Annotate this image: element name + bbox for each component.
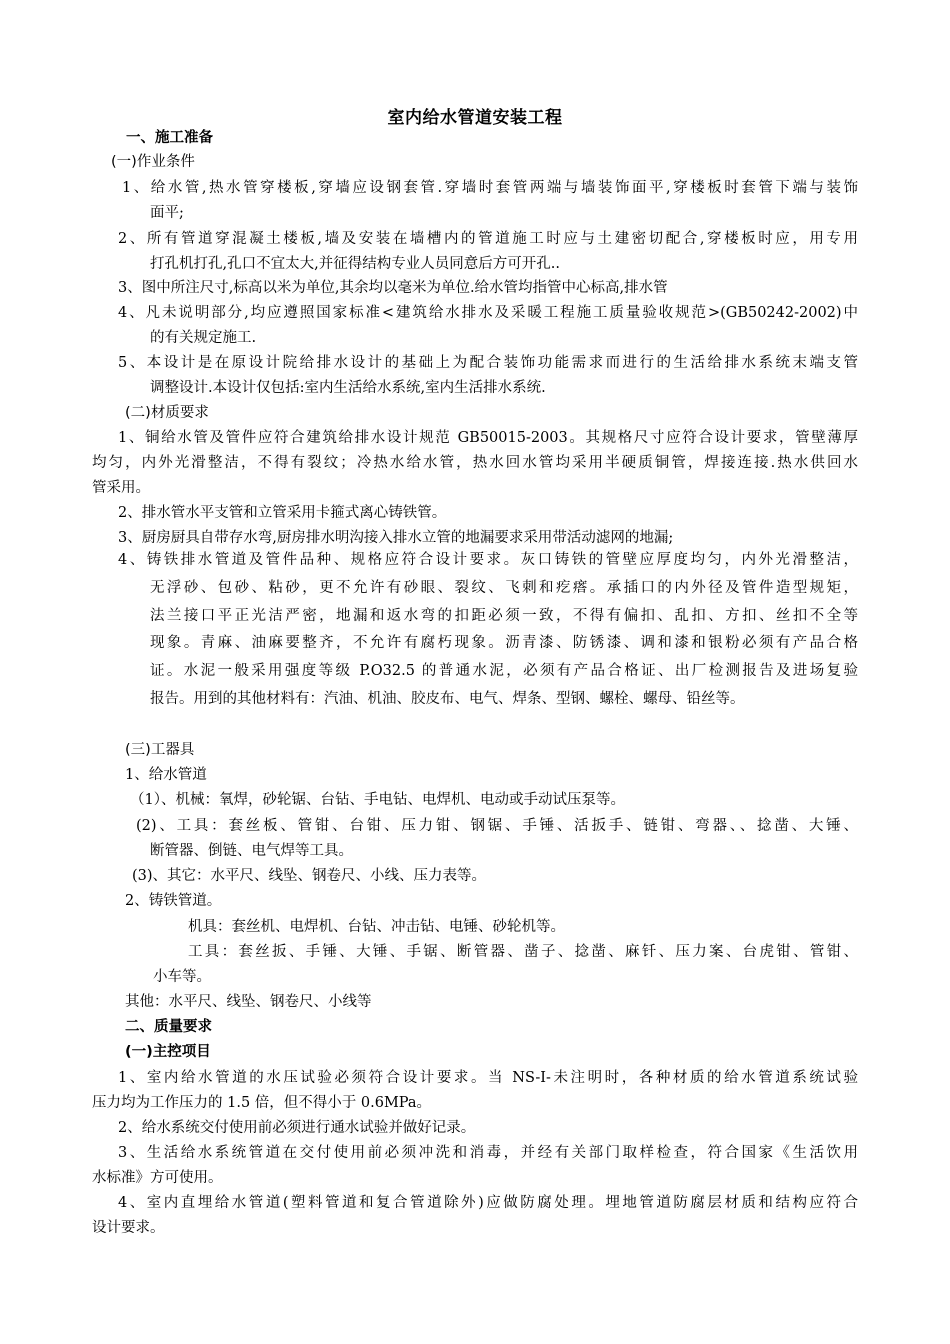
- paragraph-line: 其他：水平尺、线坠、钢卷尺、小线等: [125, 994, 372, 1010]
- paragraph-line: 无浮砂、包砂、粘砂，更不允许有砂眼、裂纹、飞刺和疙瘩。承插口的内外径及管件造型规矩，: [150, 580, 858, 596]
- paragraph-line: 均匀，内外光滑整洁，不得有裂纹；冷热水给水管，热水回水管均采用半硬质铜管，焊接连接.热水供回水: [92, 455, 858, 471]
- subsection-2-heading: (二)材质要求: [125, 405, 209, 421]
- paragraph-line: 3、生活给水系统管道在交付使用前必须冲洗和消毒，并经有关部门取样检查，符合国家《生活饮用: [118, 1145, 858, 1161]
- paragraph-line: 的有关规定施工.: [150, 330, 257, 346]
- section-1-heading: 一、施工准备: [126, 130, 213, 146]
- paragraph-line: 3、图中所注尺寸,标高以米为单位,其余均以毫米为单位.给水管均指管中心标高,排水管: [118, 280, 668, 296]
- paragraph-line: 1、给水管道: [125, 767, 207, 783]
- paragraph-line: 2、排水管水平支管和立管采用卡箍式离心铸铁管。: [118, 505, 447, 521]
- paragraph-line: 机具：套丝机、电焊机、台钻、冲击钻、电锤、砂轮机等。: [188, 919, 565, 935]
- paragraph-line: 水标准》方可使用。: [92, 1170, 223, 1186]
- paragraph-line: 1、给水管,热水管穿楼板,穿墙应设钢套管.穿墙时套管两端与墙装饰面平,穿楼板时套管下端与装饰: [122, 180, 858, 196]
- paragraph-line: 面平;: [150, 205, 184, 221]
- paragraph-line: (3)、其它：水平尺、线坠、钢卷尺、小线、压力表等。: [132, 868, 487, 884]
- paragraph-line: 压力均为工作压力的 1.5 倍，但不得小于 0.6MPa。: [92, 1095, 432, 1111]
- paragraph-line: 2、给水系统交付使用前必须进行通水试验并做好记录。: [118, 1120, 476, 1136]
- paragraph-line: 4、室内直埋给水管道(塑料管道和复合管道除外)应做防腐处理。埋地管道防腐层材质和结构应符合: [118, 1195, 858, 1211]
- document-title: 室内给水管道安装工程: [387, 108, 563, 128]
- paragraph-line: 断管器、倒链、电气焊等工具。: [150, 843, 353, 859]
- paragraph-line: （1）、机械：氧焊，砂轮锯、台钻、手电钻、电焊机、电动或手动试压泵等。: [130, 792, 625, 808]
- paragraph-line: 打孔机打孔,孔口不宜太大,并征得结构专业人员同意后方可开孔..: [150, 256, 560, 272]
- paragraph-line: 法兰接口平正光洁严密，地漏和返水弯的扣距必须一致，不得有偏扣、乱扣、方扣、丝扣不全等: [150, 608, 858, 624]
- paragraph-line: 管采用。: [92, 480, 150, 496]
- paragraph-line: 调整设计.本设计仅包括:室内生活给水系统,室内生活排水系统.: [150, 380, 546, 396]
- paragraph-line: 4、凡未说明部分,均应遵照国家标准<建筑给水排水及采暖工程施工质量验收规范>(GB50242-2002)中: [118, 305, 858, 321]
- paragraph-line: 1、室内给水管道的水压试验必须符合设计要求。当 NS-I-未注明时，各种材质的给水管道系统试验: [118, 1070, 858, 1086]
- paragraph-line: (2)、工具：套丝板、管钳、台钳、压力钳、钢锯、手锤、活扳手、链钳、弯器、、捻凿、大锤、: [136, 818, 858, 834]
- paragraph-line: 设计要求。: [92, 1220, 165, 1236]
- paragraph-line: 报告。用到的其他材料有：汽油、机油、胶皮布、电气、焊条、型钢、螺栓、螺母、铅丝等。: [150, 691, 745, 707]
- subsection-heading: (一)主控项目: [125, 1044, 211, 1060]
- paragraph-line: 4、铸铁排水管道及管件品种、规格应符合设计要求。灰口铸铁的管壁应厚度均匀，内外光滑整洁，: [118, 552, 858, 568]
- paragraph-line: 5、本设计是在原设计院给排水设计的基础上为配合装饰功能需求而进行的生活给排水系统末端支管: [118, 355, 858, 371]
- paragraph-line: 3、厨房厨具自带存水弯,厨房排水明沟接入排水立管的地漏要求采用带活动滤网的地漏;: [118, 530, 674, 546]
- paragraph-line: 工具：套丝扳、手锤、大锤、手锯、断管器、凿子、捻凿、麻钎、压力案、台虎钳、管钳、: [188, 944, 858, 960]
- paragraph-line: 小车等。: [153, 969, 211, 985]
- paragraph-line: 2、所有管道穿混凝土楼板,墙及安装在墙槽内的管道施工时应与土建密切配合,穿楼板时应，用专用: [118, 231, 858, 247]
- subsection-3-heading: (三)工器具: [125, 742, 195, 758]
- section-2-heading: 二、质量要求: [125, 1019, 212, 1035]
- paragraph-line: 证。水泥一般采用强度等级 P.O32.5 的普通水泥，必须有产品合格证、出厂检测报告及进场复验: [150, 663, 858, 679]
- paragraph-line: 2、铸铁管道。: [125, 893, 222, 909]
- paragraph-line: 1、铜给水管及管件应符合建筑给排水设计规范 GB50015-2003。其规格尺寸应符合设计要求，管壁薄厚: [118, 430, 858, 446]
- paragraph-line: 现象。青麻、油麻要整齐，不允许有腐朽现象。沥青漆、防锈漆、调和漆和银粉必须有产品合格: [150, 635, 858, 651]
- subsection-1-heading: (一)作业条件: [111, 154, 195, 170]
